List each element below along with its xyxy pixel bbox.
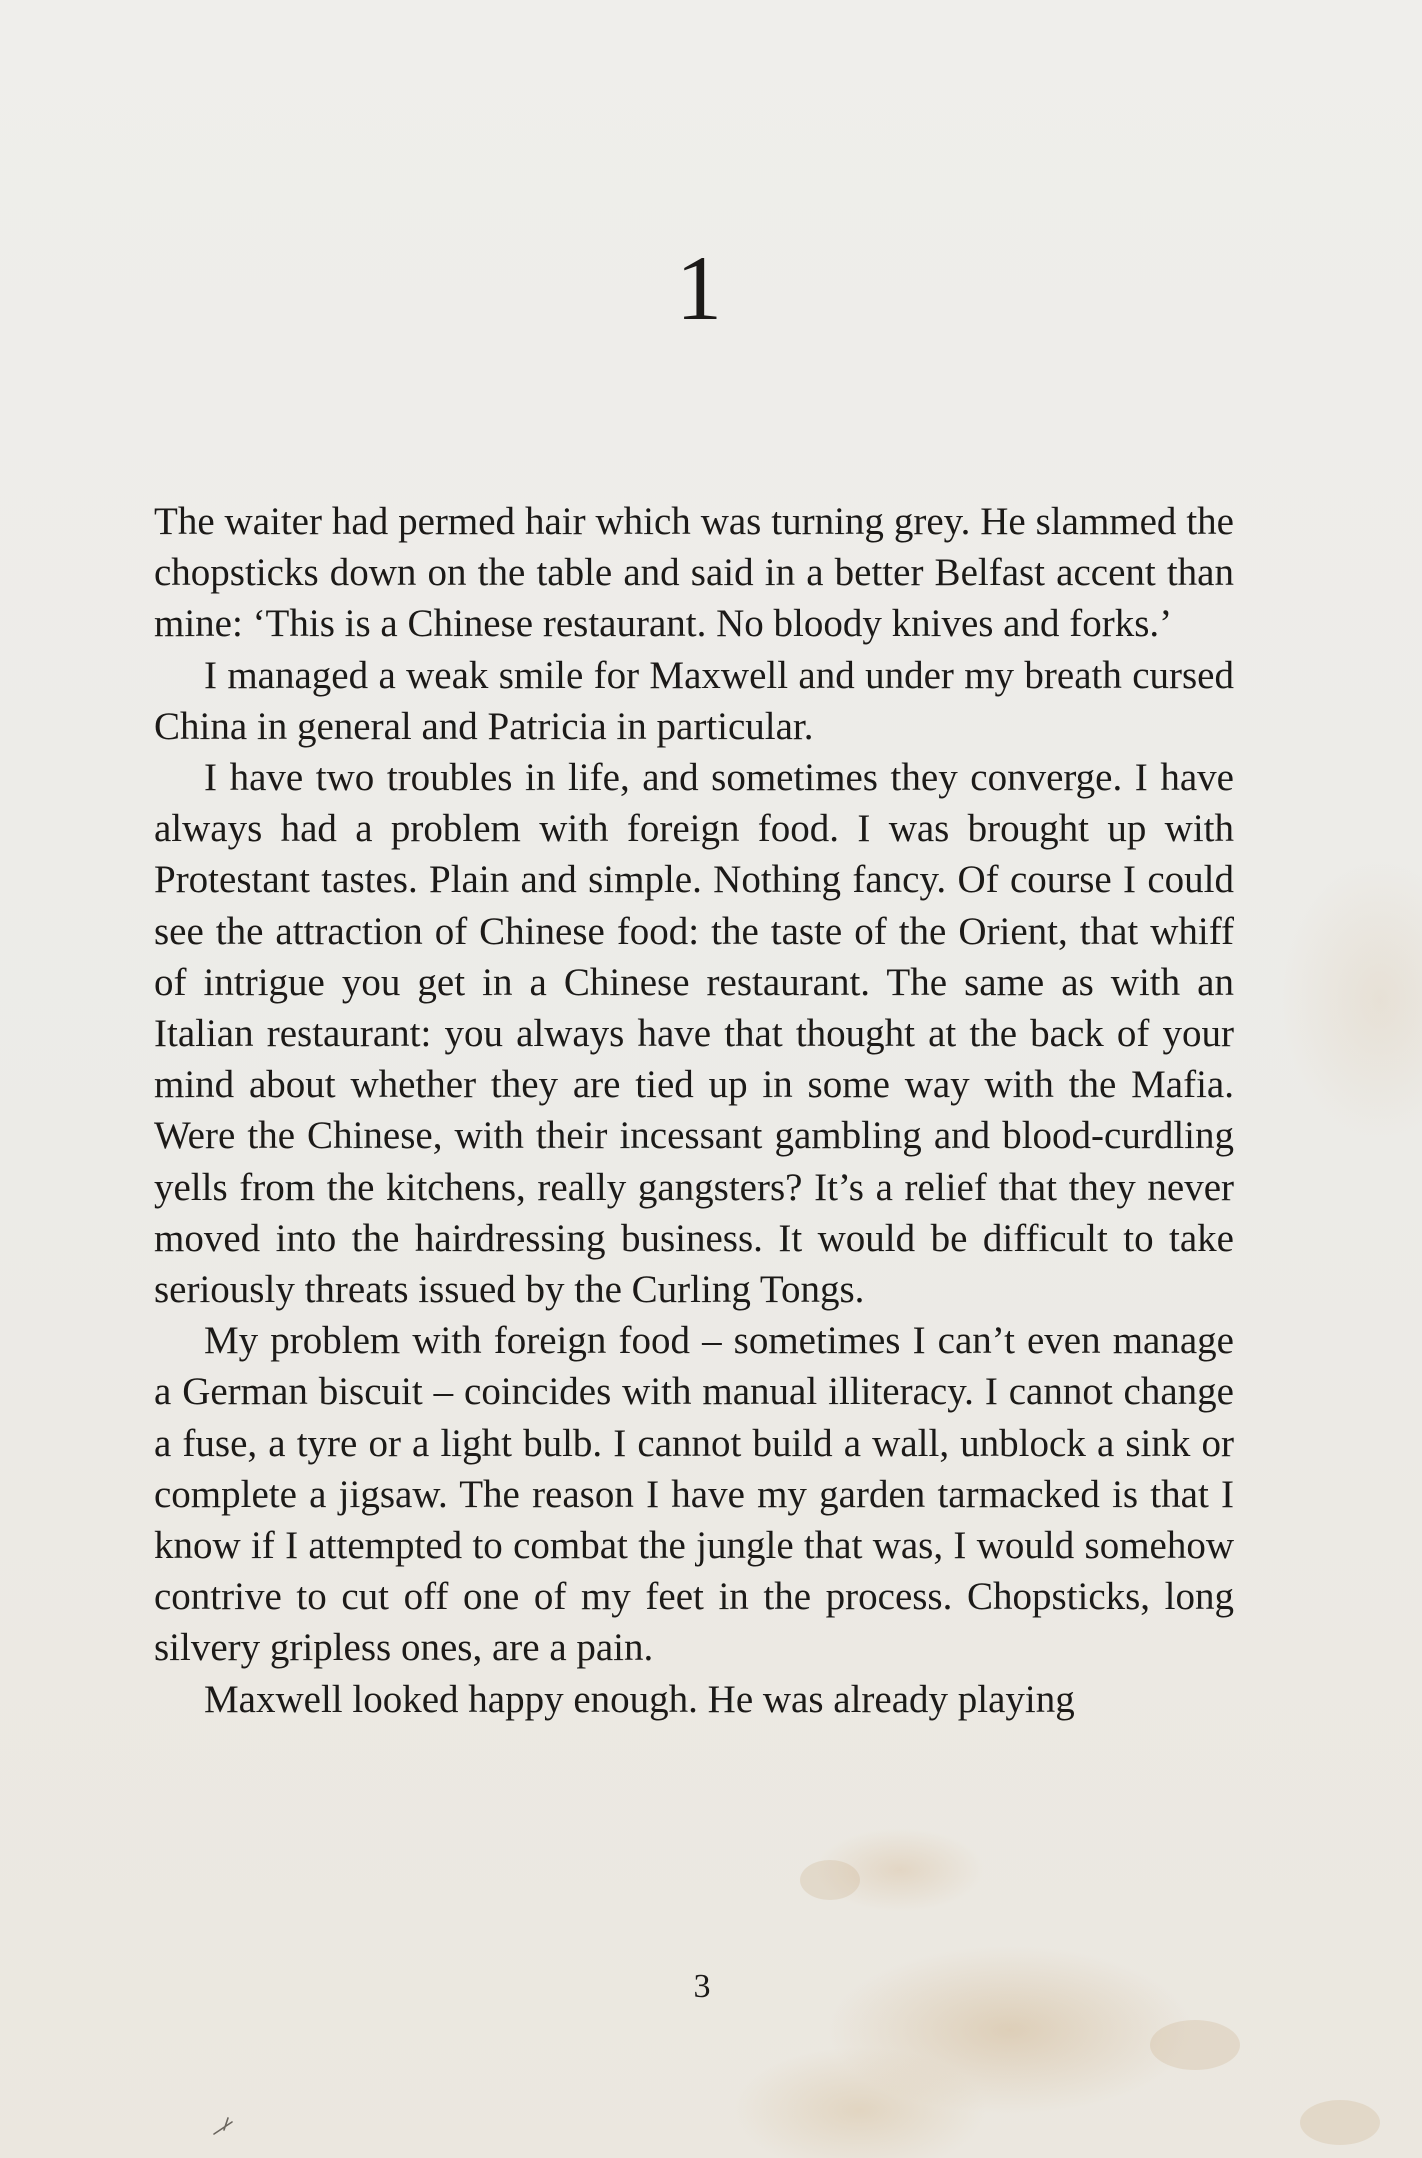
page-number: 3 (693, 1968, 711, 2005)
paragraph: I have two troubles in life, and sometimes they converge. I have always had a problem with foreign food. I was brought up with Protestant tastes. Plain and simple. Nothing fancy. Of course I could see the attraction of Chinese food: the taste of the Orient, that whiff of intrigue you get in a Chinese restaurant. The same as with an Italian restaurant: you always have that thought at the back of your mind about whether they are tied up in some way with the Mafia. Were the Chinese, with their incessant gambling and blood-curdling yells from the kitchens, really gangsters? It’s a relief that they never moved into the hairdressing business. It would be difficult to take seriously threats issued by the Curling Tongs. (154, 756, 1234, 1312)
pencil-mark-icon (210, 2100, 250, 2140)
paragraph: My problem with foreign food – sometimes I can’t even manage a German biscuit – coincides with manual illiteracy. I cannot change a fuse, a tyre or a light bulb. I cannot build a wall, unblock a sink or complete a jigsaw. The reason I have my garden tarmacked is that I know if I attempted to combat the jungle that was, I would somehow contrive to cut off one of my feet in the process. Chopsticks, long silvery gripless ones, are a pain. (154, 1319, 1234, 1670)
chapter-number: 1 (676, 237, 722, 339)
chapter-body (154, 496, 1234, 1725)
paragraph: Maxwell looked happy enough. He was already playing (204, 1677, 1075, 1721)
paragraph: I managed a weak smile for Maxwell and under my breath cursed China in general and Patricia in particular. (154, 653, 1234, 748)
paper-stain (1150, 2020, 1240, 2070)
paragraph: The waiter had permed hair which was turning grey. He slammed the chopsticks down on the table and said in a better Belfast accent than mine: ‘This is a Chinese restaurant. No bloody knives and forks.’ (154, 500, 1234, 646)
paper-stain (800, 1860, 860, 1900)
paper-stain (1300, 2100, 1380, 2145)
